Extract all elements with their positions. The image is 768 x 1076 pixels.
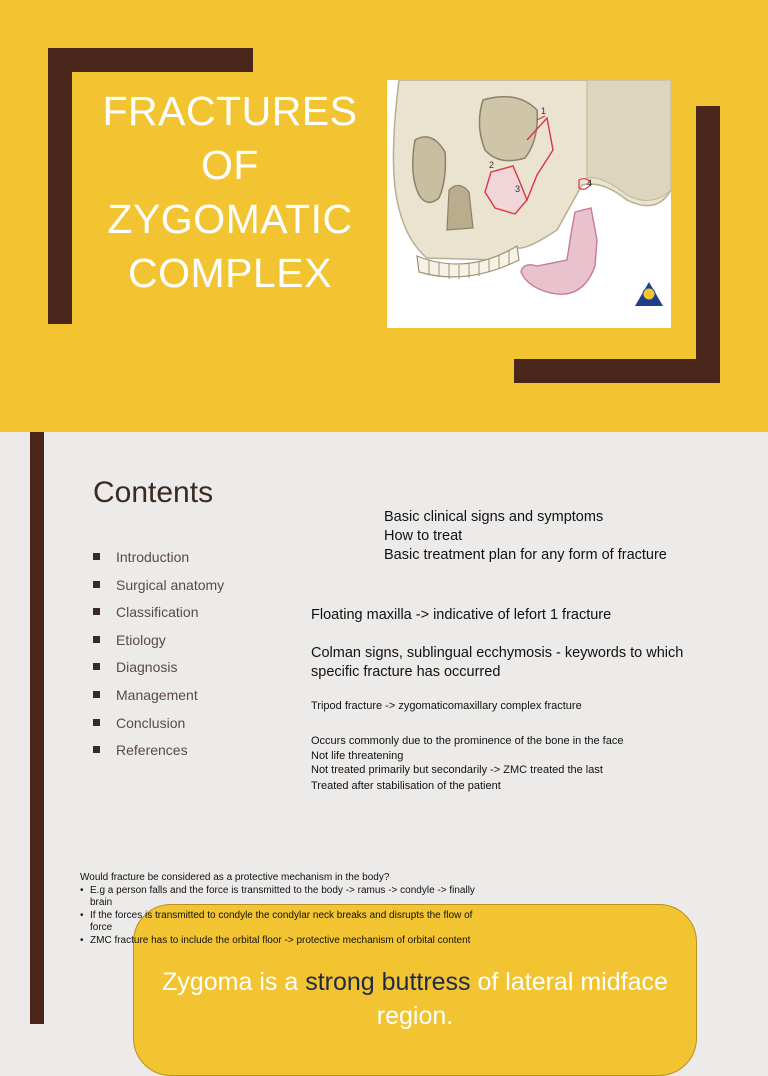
title-slide	[0, 0, 768, 432]
note-colman-signs: Colman signs, sublingual ecchymosis - keywords to which specific fracture has occurred	[311, 645, 684, 680]
slide-title	[100, 84, 360, 300]
bullet-square-icon	[93, 663, 100, 670]
contents-item-classification: Classification	[93, 602, 224, 630]
title-line-1: FRACTURES	[102, 88, 358, 134]
title-line-2: OF	[201, 142, 259, 188]
contents-item-surgical-anatomy: Surgical anatomy	[93, 575, 224, 603]
skull-label-2: 2	[489, 160, 495, 170]
contents-heading: Contents	[93, 476, 214, 509]
contents-item-introduction: Introduction	[93, 547, 224, 575]
note-clinical-signs: Basic clinical signs and symptoms How to treat Basic treatment plan for any form of fracture	[384, 509, 667, 563]
bullet-square-icon	[93, 636, 100, 643]
skull-illustration	[387, 80, 671, 328]
bullet-square-icon	[93, 581, 100, 588]
bullet-square-icon	[93, 746, 100, 753]
contents-slide	[0, 432, 768, 1030]
skull-drawing	[387, 80, 671, 328]
bullet-square-icon	[93, 608, 100, 615]
frame-bar-top-left-h	[48, 48, 253, 72]
contents-item-references: References	[93, 740, 224, 768]
bullet-square-icon	[93, 691, 100, 698]
callout-emphasis: strong buttress	[305, 968, 471, 996]
left-accent-line	[30, 432, 44, 1024]
question-bullet: • ZMC fracture has to include the orbital floor -> protective mechanism of orbital content	[80, 935, 480, 948]
bullet-square-icon	[93, 553, 100, 560]
question-bullet: • E.g a person falls and the force is transmitted to the body -> ramus -> condyle -> finally brain	[80, 885, 480, 910]
contents-item-diagnosis: Diagnosis	[93, 657, 224, 685]
bullet-square-icon	[93, 719, 100, 726]
contents-list	[93, 547, 224, 768]
contents-item-management: Management	[93, 685, 224, 713]
note-stabilisation: Treated after stabilisation of the patient	[311, 780, 501, 792]
skull-label-1: 1	[541, 106, 547, 116]
skull-label-4: 4	[587, 178, 593, 188]
protective-mechanism-notes	[80, 872, 480, 947]
publisher-logo-icon	[635, 282, 663, 306]
note-occurrence: Occurs commonly due to the prominence of the bone in the face Not life threatening Not treated primarily but secondarily -> ZMC treated the last	[311, 735, 624, 776]
frame-bar-bottom-right-h	[514, 359, 720, 383]
skull-label-3: 3	[515, 184, 521, 194]
title-line-4: COMPLEX	[128, 250, 332, 296]
callout-text: Zygoma is a strong buttress of lateral midface region.	[162, 968, 668, 1030]
title-line-3: ZYGOMATIC	[107, 196, 353, 242]
note-floating-maxilla: Floating maxilla -> indicative of lefort 1 fracture	[311, 607, 612, 623]
frame-bar-top-left-v	[48, 48, 72, 324]
question-text: Would fracture be considered as a protective mechanism in the body?	[80, 872, 390, 883]
note-tripod-fracture: Tripod fracture -> zygomaticomaxillary complex fracture	[311, 700, 582, 712]
contents-item-conclusion: Conclusion	[93, 713, 224, 741]
contents-item-etiology: Etiology	[93, 630, 224, 658]
frame-bar-bottom-right-v	[696, 106, 720, 383]
question-bullets	[80, 885, 480, 948]
question-bullet: • If the forces is transmitted to condyle the condylar neck breaks and disrupts the flow of force	[80, 910, 480, 935]
